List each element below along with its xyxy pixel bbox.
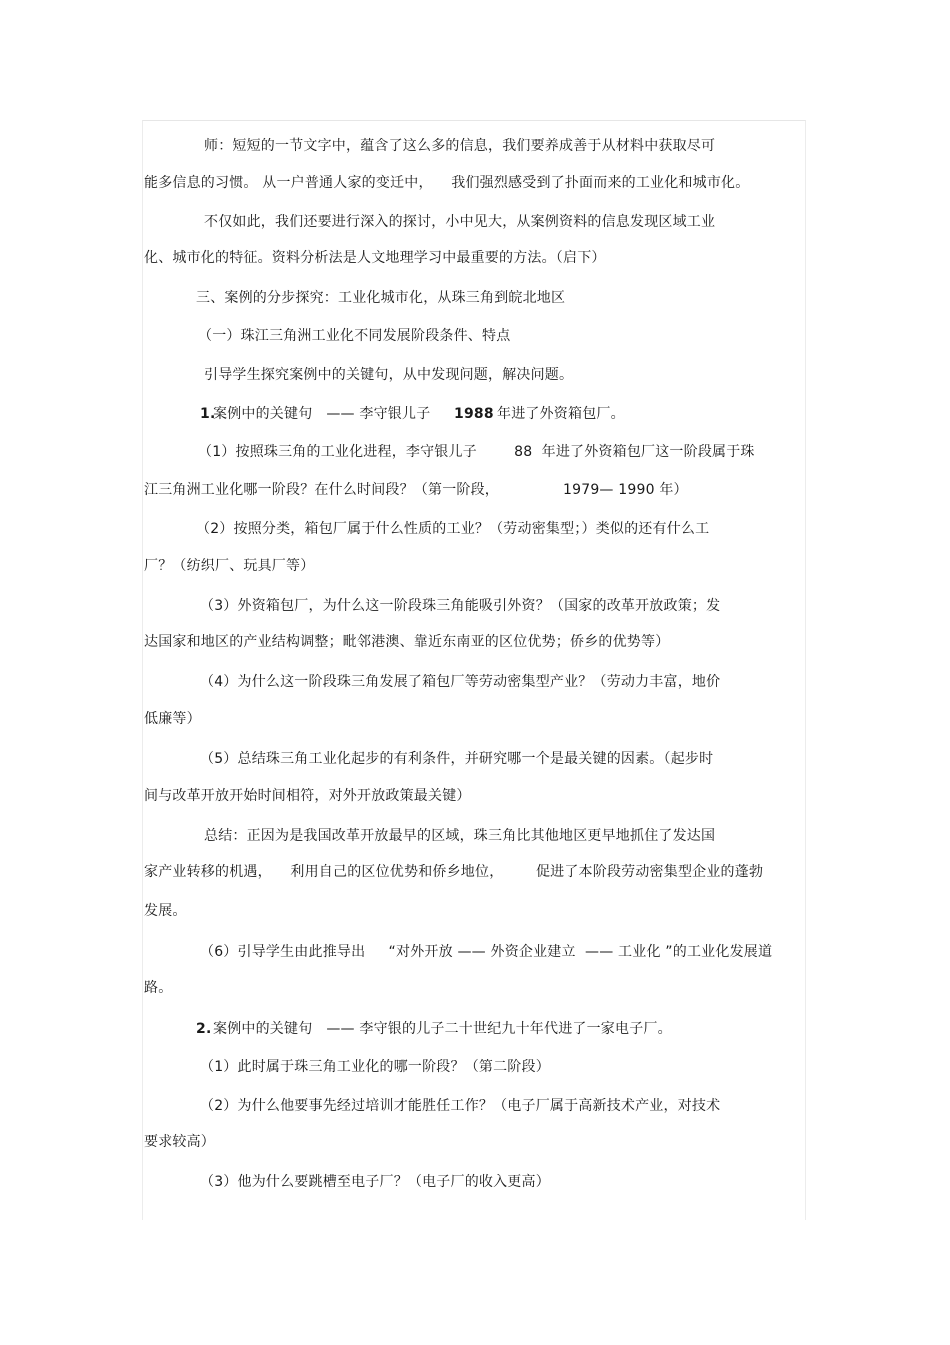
summary-line: 发展。	[144, 903, 187, 919]
question-line: （3）他为什么要跳槽至电子厂？（电子厂的收入更高）	[200, 1174, 550, 1190]
question-line-tail: 1979— 1990 年）	[563, 482, 688, 498]
question-line: （6）引导学生由此推导出 “对外开放 —— 外资企业建立 —— 工业化 ”的工业化发展道	[200, 944, 773, 960]
question-line: （4）为什么这一阶段珠三角发展了箱包厂等劳动密集型产业？（劳动力丰富，地价	[200, 674, 721, 690]
question-line: 要求较高）	[144, 1134, 215, 1150]
paragraph-line: 师：短短的一节文字中，蕴含了这么多的信息，我们要养成善于从材料中获取尽可	[204, 138, 716, 154]
section-heading: 三、案例的分步探究：工业化城市化，从珠三角到皖北地区	[196, 290, 566, 306]
question-line: 江三角洲工业化哪一阶段？在什么时间段？（第一阶段，	[144, 482, 499, 498]
paragraph-line: 不仅如此，我们还要进行深入的探讨，小中见大，从案例资料的信息发现区域工业	[204, 214, 716, 230]
item-number: 1.	[200, 406, 216, 422]
item-heading: 案例中的关键句 —— 李守银儿子	[213, 406, 431, 422]
question-line: （1）按照珠三角的工业化进程，李守银儿子 88 年进了外资箱包厂这一阶段属于珠	[198, 444, 755, 460]
item-heading: 案例中的关键句 —— 李守银的儿子二十世纪九十年代进了一家电子厂。	[213, 1021, 672, 1037]
question-line: （2）为什么他要事先经过培训才能胜任工作？（电子厂属于高新技术产业，对技术	[200, 1098, 721, 1114]
question-line: 厂？（纺织厂、玩具厂等）	[144, 558, 315, 574]
item-number: 2.	[196, 1021, 212, 1037]
page-frame	[142, 120, 806, 1220]
item-year: 1988	[454, 406, 494, 422]
paragraph-line: 化、城市化的特征。资料分析法是人文地理学习中最重要的方法。（启下）	[144, 250, 606, 266]
question-line: （3）外资箱包厂，为什么这一阶段珠三角能吸引外资？（国家的改革开放政策；发	[200, 598, 721, 614]
summary-line: 家产业转移的机遇， 利用自己的区位优势和侨乡地位， 促进了本阶段劳动密集型企业的蓬勃	[144, 864, 764, 880]
question-line: 路。	[144, 980, 173, 996]
question-line: 达国家和地区的产业结构调整；毗邻港澳、靠近东南亚的区位优势；侨乡的优势等）	[144, 634, 670, 650]
question-line: （1）此时属于珠三角工业化的哪一阶段？（第二阶段）	[200, 1059, 550, 1075]
item-heading-tail: 年进了外资箱包厂。	[497, 406, 625, 422]
question-line: 低廉等）	[144, 711, 201, 727]
subsection-heading: （一）珠江三角洲工业化不同发展阶段条件、特点	[198, 328, 511, 344]
question-line: （5）总结珠三角工业化起步的有利条件，并研究哪一个是最关键的因素。（起步时	[200, 751, 714, 767]
summary-line: 总结：正因为是我国改革开放最早的区域，珠三角比其他地区更早地抓住了发达国	[204, 828, 716, 844]
paragraph-line: 能多信息的习惯。 从一户普通人家的变迁中， 我们强烈感受到了扑面而来的工业化和城市化。	[144, 175, 750, 191]
question-line: 间与改革开放开始时间相符，对外开放政策最关键）	[144, 788, 471, 804]
paragraph-line: 引导学生探究案例中的关键句，从中发现问题，解决问题。	[204, 367, 574, 383]
question-line: （2）按照分类，箱包厂属于什么性质的工业？（劳动密集型；）类似的还有什么工	[196, 521, 710, 537]
